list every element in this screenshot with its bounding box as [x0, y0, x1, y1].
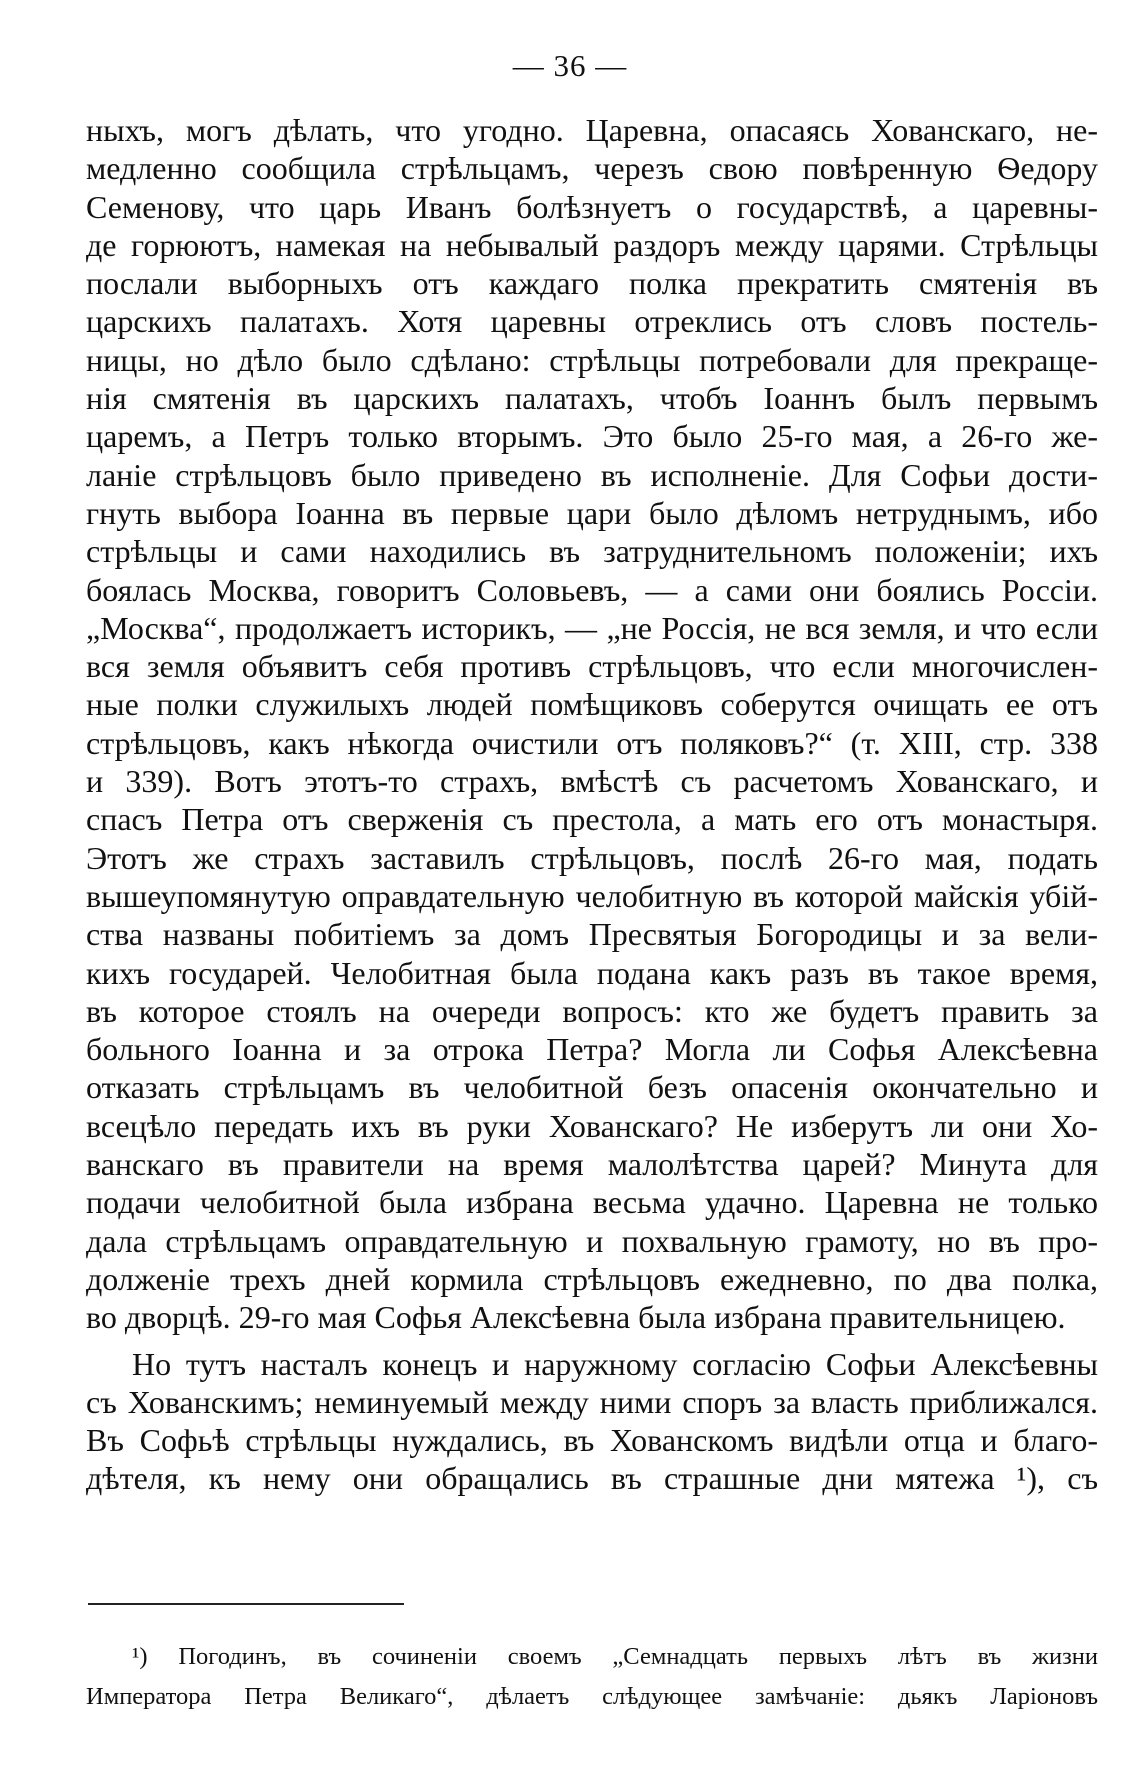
text-line: съ Хованскимъ; неминуемый между ними споръ за власть приближался. — [86, 1383, 1098, 1420]
text-line: во дворцѣ. 29-го мая Софья Алексѣевна была избрана правительницею. — [86, 1299, 1066, 1336]
text-line: гнуть выбора Іоанна въ первые цари было дѣломъ нетруднымъ, ибо — [86, 494, 1098, 531]
footnote-divider — [88, 1603, 404, 1605]
page-number: — 36 — — [512, 48, 628, 83]
text-line: Но тутъ насталъ конецъ и наружному согласію Софьи Алексѣевны — [132, 1345, 1098, 1382]
footnote-line: Императора Петра Великаго“, дѣлаетъ слѣдующее замѣчаніе: дьякъ Ларіоновъ — [86, 1683, 1098, 1710]
text-line: въ которое стоялъ на очереди вопросъ: кто же будетъ править за — [86, 992, 1098, 1029]
text-line: Въ Софьѣ стрѣльцы нуждались, въ Хованскомъ видѣли отца и благо- — [86, 1422, 1098, 1459]
text-line: ные полки служилыхъ людей помѣщиковъ соберутся очищать ее отъ — [86, 686, 1098, 723]
paragraph-1 — [86, 111, 1098, 1337]
footnote — [86, 1637, 1098, 1717]
text-line: Этотъ же страхъ заставилъ стрѣльцовъ, послѣ 26-го мая, подать — [86, 839, 1098, 876]
paragraph-gap — [86, 1337, 1098, 1345]
text-line: стрѣльцовъ, какъ нѣкогда очистили отъ поляковъ?“ (т. XIII, стр. 338 — [86, 724, 1098, 761]
text-line: де горюютъ, намекая на небывалый раздоръ между царями. Стрѣльцы — [86, 226, 1098, 263]
text-line: подачи челобитной была избрана весьма удачно. Царевна не только — [86, 1184, 1098, 1221]
text-line: Семенову, что царь Иванъ болѣзнуетъ о государствѣ, а царевны- — [86, 188, 1098, 225]
text-line: ницы, но дѣло было сдѣлано: стрѣльцы потребовали для прекраще- — [86, 341, 1098, 378]
text-line: боялась Москва, говоритъ Соловьевъ, — а сами они боялись Россіи. — [86, 571, 1098, 608]
text-line: дала стрѣльцамъ оправдательную и похвальную грамоту, но въ про- — [86, 1222, 1098, 1259]
text-line: долженіе трехъ дней кормила стрѣльцовъ ежедневно, по два полка, — [86, 1260, 1098, 1297]
text-line: царскихъ палатахъ. Хотя царевны отреклись отъ словъ постель- — [86, 303, 1098, 340]
text-line: царемъ, а Петръ только вторымъ. Это было 25-го мая, а 26-го же- — [86, 418, 1098, 455]
text-line: кихъ государей. Челобитная была подана какъ разъ въ такое время, — [86, 954, 1098, 991]
text-line: вышеупомянутую оправдательную челобитную въ которой майскія убій- — [86, 877, 1098, 914]
paragraph-2 — [86, 1345, 1098, 1498]
text-line: отказать стрѣльцамъ въ челобитной безъ опасенія окончательно и — [86, 1069, 1098, 1106]
text-line: всецѣло передать ихъ въ руки Хованскаго? Не изберутъ ли они Хо- — [86, 1107, 1098, 1144]
text-line: нія смятенія въ царскихъ палатахъ, чтобъ Іоаннъ былъ первымъ — [86, 380, 1098, 417]
text-line: стрѣльцы и сами находились въ затруднительномъ положеніи; ихъ — [86, 533, 1098, 570]
text-line: ланіе стрѣльцовъ было приведено въ исполненіе. Для Софьи дости- — [86, 456, 1098, 493]
text-line: больного Іоанна и за отрока Петра? Могла ли Софья Алексѣевна — [86, 1031, 1098, 1068]
footnote-line: ¹) Погодинъ, въ сочиненіи своемъ „Семнадцать первыхъ лѣтъ въ жизни — [132, 1643, 1098, 1670]
text-line: ства названы побитіемъ за домъ Пресвятыя Богородицы и за вели- — [86, 916, 1098, 953]
text-line: вся земля объявитъ себя противъ стрѣльцовъ, что если многочислен- — [86, 648, 1098, 685]
text-line: и 339). Вотъ этотъ-то страхъ, вмѣстѣ съ расчетомъ Хованскаго, и — [86, 763, 1098, 800]
text-line: дѣтеля, къ нему они обращались въ страшные дни мятежа ¹), съ — [86, 1460, 1098, 1497]
text-line: ванскаго въ правители на время малолѣтства царей? Минута для — [86, 1146, 1098, 1183]
text-line: послали выборныхъ отъ каждаго полка прекратить смятенія въ — [86, 265, 1098, 302]
text-line: медленно сообщила стрѣльцамъ, черезъ свою повѣренную Ѳедору — [86, 150, 1098, 187]
text-line: „Москва“, продолжаетъ историкъ, — „не Россія, не вся земля, и что если — [86, 609, 1098, 646]
text-line: ныхъ, могъ дѣлать, что угодно. Царевна, опасаясь Хованскаго, не- — [86, 112, 1098, 148]
body-text — [86, 111, 1098, 1498]
text-line: спасъ Петра отъ сверженія съ престола, а мать его отъ монастыря. — [86, 801, 1098, 838]
